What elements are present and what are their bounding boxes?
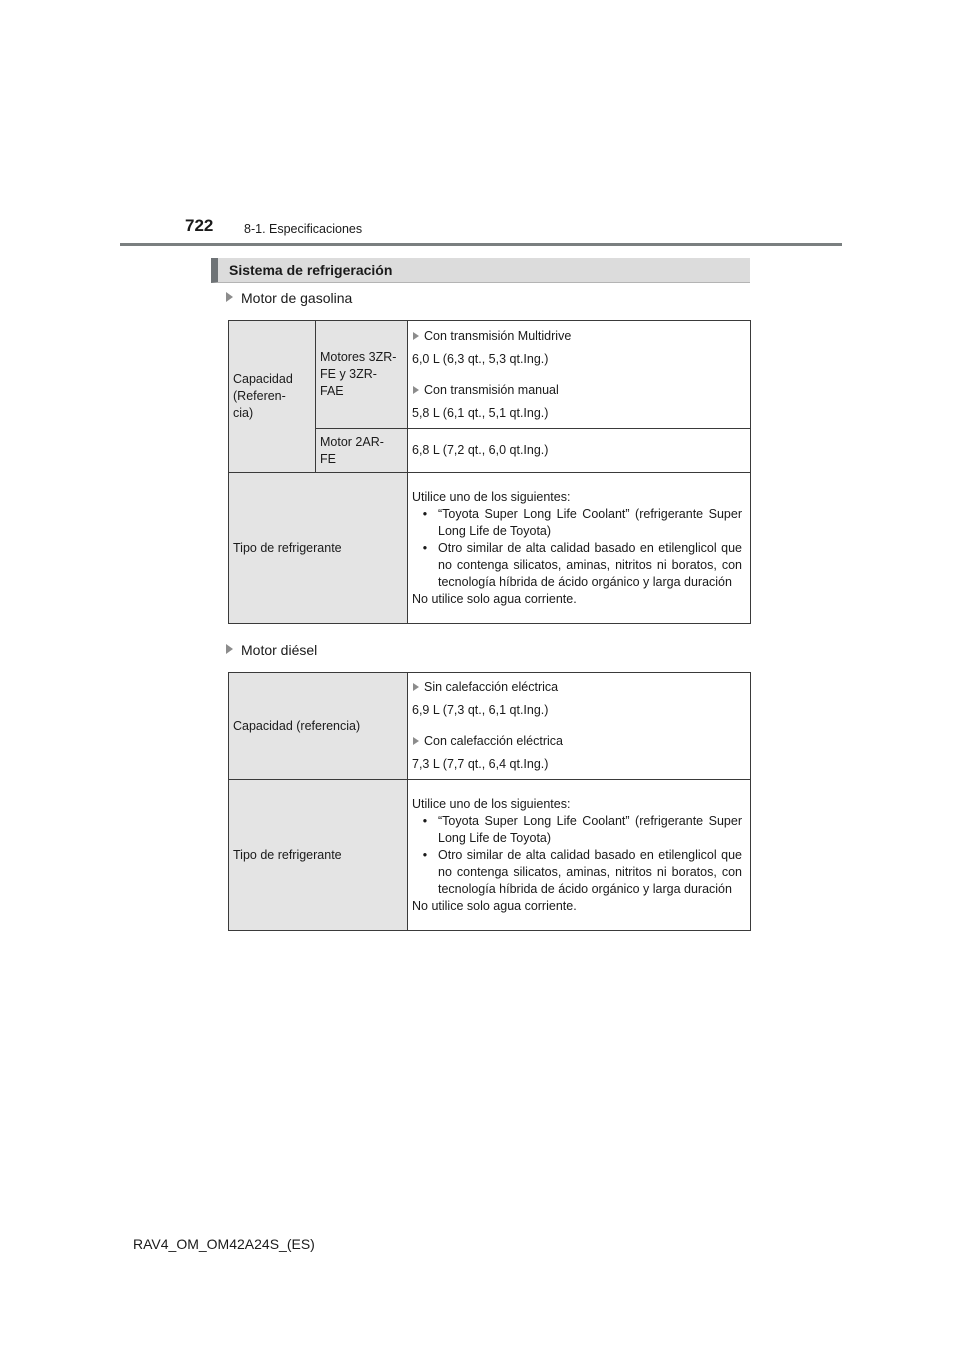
triangle-bullet-icon (226, 292, 233, 302)
gasoline-coolant-note: No utilice solo agua corriente. (412, 591, 577, 606)
gasoline-coolant-intro: Utilice uno de los siguientes: (412, 489, 571, 504)
diesel-capacity-values (408, 673, 751, 780)
diesel-opt2-value: 7,3 L (7,7 qt., 6,4 qt.Ing.) (412, 757, 549, 771)
gasoline-heading-text: Motor de gasolina (241, 290, 353, 306)
gasoline-engine2-label: Motor 2AR-FE (316, 429, 408, 473)
diesel-opt1-value: 6,9 L (7,3 qt., 6,1 qt.Ing.) (412, 703, 549, 717)
gasoline-opt1 (412, 328, 742, 345)
triangle-bullet-icon (413, 386, 419, 394)
gasoline-opt1-value: 6,0 L (6,3 qt., 5,3 qt.Ing.) (412, 351, 549, 366)
gasoline-engine1-label: Motores 3ZR-FE y 3ZR-FAE (316, 321, 408, 429)
header-rule (120, 243, 842, 246)
diesel-opt2 (412, 733, 742, 750)
footer-code: RAV4_OM_OM42A24S_(ES) (133, 1236, 315, 1252)
gasoline-engine1-values (408, 321, 751, 429)
page-number: 722 (185, 216, 214, 235)
gasoline-coolant-label: Tipo de refrigerante (229, 473, 408, 624)
gasoline-spec-table (228, 320, 751, 624)
diesel-heading (226, 642, 317, 658)
gasoline-opt2-label: Con transmisión manual (424, 382, 559, 397)
diesel-coolant-bullet-1: • “Toyota Super Long Life Coolant” (refrigerante Super Long Life de Toyota) (422, 813, 742, 845)
gasoline-coolant-values (408, 473, 751, 624)
diesel-coolant-values (408, 780, 751, 931)
diesel-coolant-note: No utilice solo agua corriente. (412, 898, 577, 913)
diesel-opt1 (412, 679, 742, 696)
diesel-opt2-label: Con calefacción eléctrica (424, 734, 563, 748)
triangle-bullet-icon (413, 683, 419, 691)
gasoline-coolant-bullet-2: • Otro similar de alta calidad basado en etilenglicol que no contenga silicatos, aminas, nitritos ni boratos, con tecnología híbrida de ácido orgánico y larga duración (422, 540, 742, 589)
gasoline-capacity-label: Capacidad (Referen- cia) (229, 321, 316, 473)
section-title: Sistema de refrigeración (229, 262, 393, 278)
diesel-spec-table (228, 672, 751, 931)
diesel-coolant-intro: Utilice uno de los siguientes: (412, 796, 571, 811)
gasoline-heading (226, 290, 352, 306)
gasoline-opt1-label: Con transmisión Multidrive (424, 328, 572, 343)
triangle-bullet-icon (413, 332, 419, 340)
section-header (211, 258, 750, 283)
diesel-coolant-bullet-2: • Otro similar de alta calidad basado en etilenglicol que no contenga silicatos, aminas, nitritos ni boratos, con tecnología híbrida de ácido orgánico y larga duración (422, 847, 742, 896)
section-reference: 8-1. Especificaciones (244, 222, 363, 236)
triangle-bullet-icon (413, 737, 419, 745)
gasoline-opt2 (412, 382, 742, 399)
diesel-capacity-label: Capacidad (referencia) (229, 673, 408, 780)
gasoline-coolant-bullet-1: • “Toyota Super Long Life Coolant” (refrigerante Super Long Life de Toyota) (422, 506, 742, 538)
gasoline-engine2-value: 6,8 L (7,2 qt., 6,0 qt.Ing.) (408, 429, 751, 473)
diesel-coolant-label: Tipo de refrigerante (229, 780, 408, 931)
gasoline-opt2-value: 5,8 L (6,1 qt., 5,1 qt.Ing.) (412, 405, 549, 420)
diesel-opt1-label: Sin calefacción eléctrica (424, 680, 559, 694)
diesel-heading-text: Motor diésel (241, 642, 318, 658)
triangle-bullet-icon (226, 644, 233, 654)
